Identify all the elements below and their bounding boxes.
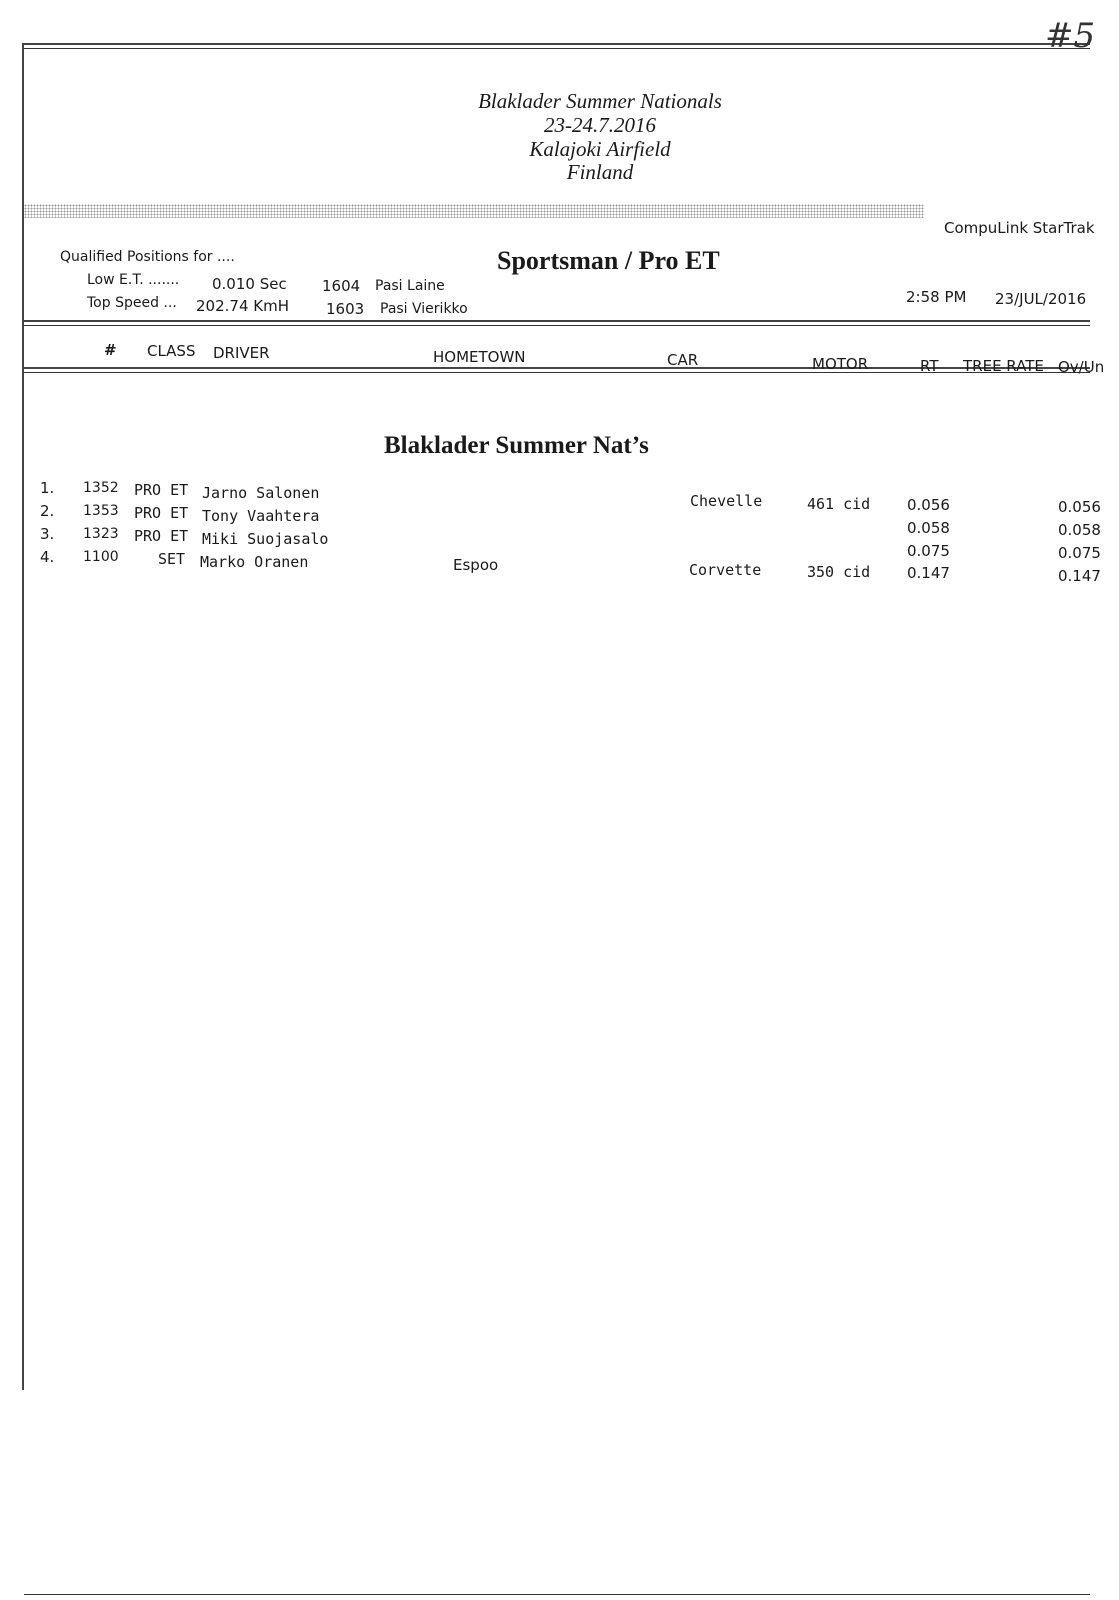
row-number: 1100 xyxy=(83,549,119,565)
row-class: PRO ET xyxy=(134,481,189,499)
report-time: 2:58 PM xyxy=(906,288,967,306)
row-position: 2. xyxy=(40,502,55,520)
row-class: PRO ET xyxy=(134,527,189,545)
row-car: Corvette xyxy=(689,561,762,579)
col-ovun: Ov/Un xyxy=(1058,358,1105,376)
row-rt: 0.075 xyxy=(907,542,950,560)
col-driver: DRIVER xyxy=(213,344,270,362)
section-title: Blaklader Summer Nat’s xyxy=(384,432,649,459)
event-dates: 23-24.7.2016 xyxy=(544,113,656,137)
col-num: # xyxy=(104,341,117,359)
header-rule-2 xyxy=(24,325,1090,326)
row-number: 1352 xyxy=(83,480,119,496)
row-position: 3. xyxy=(40,525,55,543)
header-rule-1 xyxy=(24,320,1090,322)
row-position: 4. xyxy=(40,548,55,566)
event-venue: Kalajoki Airfield xyxy=(529,137,671,161)
row-ovun: 0.056 xyxy=(1058,498,1101,516)
row-class: SET xyxy=(158,550,186,568)
row-ovun: 0.058 xyxy=(1058,521,1101,539)
row-hometown: Espoo xyxy=(453,556,499,574)
left-border xyxy=(22,43,24,1390)
row-ovun: 0.075 xyxy=(1058,544,1101,562)
event-country: Finland xyxy=(566,160,634,184)
low-et-value: 0.010 Sec xyxy=(212,275,287,293)
row-driver: Miki Suojasalo xyxy=(202,530,329,548)
col-hometown: HOMETOWN xyxy=(433,348,526,366)
top-speed-label: Top Speed ... xyxy=(87,295,177,311)
row-number: 1353 xyxy=(83,503,119,519)
dotted-band xyxy=(24,204,924,218)
row-driver: Marko Oranen xyxy=(200,553,309,571)
page-number: #5 xyxy=(1045,16,1096,56)
system-label: CompuLink StarTrak xyxy=(944,219,1095,237)
class-title: Sportsman / Pro ET xyxy=(497,246,720,275)
row-driver: Tony Vaahtera xyxy=(202,507,320,525)
top-speed-value: 202.74 KmH xyxy=(196,297,289,315)
top-speed-driver: Pasi Vierikko xyxy=(380,301,468,317)
qualified-label: Qualified Positions for .... xyxy=(60,249,235,265)
col-class: CLASS xyxy=(147,342,196,360)
row-rt: 0.058 xyxy=(907,519,950,537)
low-et-driver: Pasi Laine xyxy=(375,278,445,294)
low-et-label: Low E.T. ....... xyxy=(87,272,180,288)
col-tree-rate: TREE RATE xyxy=(963,357,1044,375)
top-border-inner xyxy=(24,48,1090,49)
col-rt: RT xyxy=(920,357,939,375)
row-car: Chevelle xyxy=(690,492,763,510)
row-motor: 461 cid xyxy=(807,495,871,513)
row-driver: Jarno Salonen xyxy=(202,484,320,502)
low-et-number: 1604 xyxy=(322,277,361,295)
row-rt: 0.147 xyxy=(907,564,950,582)
top-border xyxy=(22,43,1090,45)
bottom-rule xyxy=(24,1594,1090,1595)
row-motor: 350 cid xyxy=(807,563,871,581)
event-name: Blaklader Summer Nationals xyxy=(478,89,722,113)
col-car: CAR xyxy=(667,351,699,369)
report-date: 23/JUL/2016 xyxy=(995,290,1087,308)
row-ovun: 0.147 xyxy=(1058,567,1101,585)
row-class: PRO ET xyxy=(134,504,189,522)
row-number: 1323 xyxy=(83,526,119,542)
top-speed-number: 1603 xyxy=(326,300,365,318)
row-rt: 0.056 xyxy=(907,496,950,514)
row-position: 1. xyxy=(40,479,55,497)
col-motor: MOTOR xyxy=(812,355,869,373)
